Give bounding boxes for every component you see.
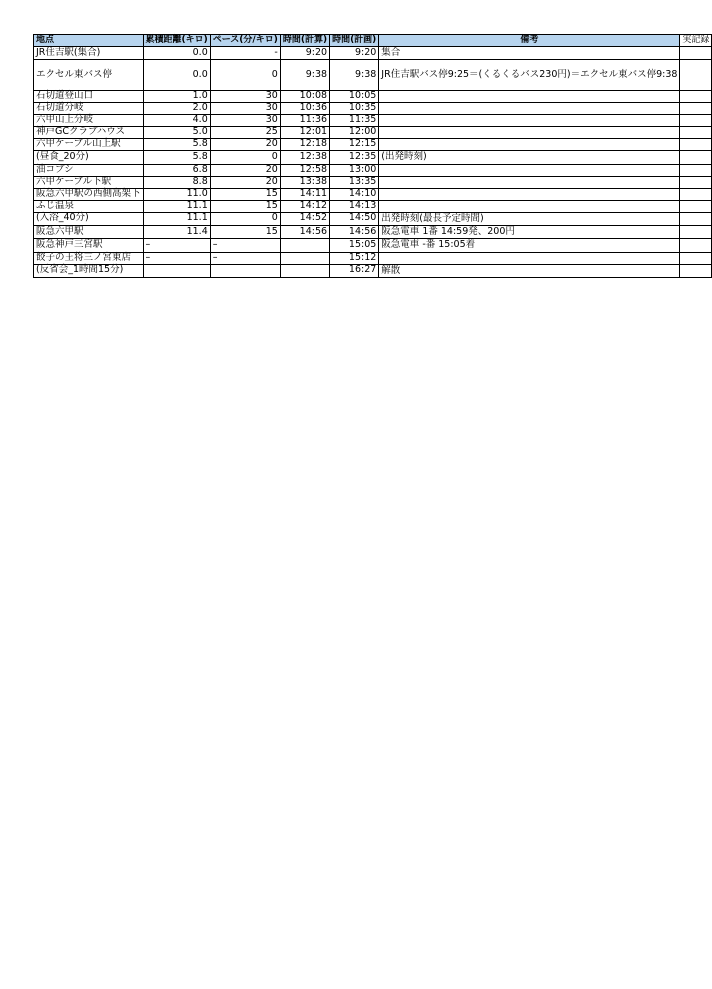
time-plan-cell: 12:00 <box>330 127 379 139</box>
pace-cell: 0 <box>210 60 280 91</box>
record-cell <box>680 212 712 225</box>
header-note: 備考 <box>379 35 680 47</box>
record-cell <box>680 139 712 151</box>
place-cell: エクセル東バス停 <box>34 60 144 91</box>
time-calc-cell: 9:38 <box>280 60 329 91</box>
time-plan-cell: 15:12 <box>330 252 379 264</box>
pace-cell: 20 <box>210 176 280 188</box>
record-cell <box>680 188 712 200</box>
record-cell <box>680 60 712 91</box>
time-plan-cell: 9:38 <box>330 60 379 91</box>
note-cell: 解散 <box>379 264 680 277</box>
pace-cell: – <box>210 239 280 252</box>
note-cell <box>379 252 680 264</box>
note-cell: JR住吉駅バス停9:25＝(くるくるバス230円)＝エクセル東バス停9:38 <box>379 60 680 91</box>
table-row <box>34 91 712 103</box>
place-cell: 餃子の王将三ノ宮東店 <box>34 252 144 264</box>
time-plan-cell: 10:35 <box>330 103 379 115</box>
note-cell <box>379 91 680 103</box>
table-row <box>34 200 712 212</box>
time-plan-cell: 12:15 <box>330 139 379 151</box>
distance-cell: 11.1 <box>143 200 210 212</box>
time-plan-cell: 12:35 <box>330 151 379 164</box>
record-cell <box>680 47 712 60</box>
time-plan-cell: 11:35 <box>330 115 379 127</box>
record-cell <box>680 103 712 115</box>
distance-cell: – <box>143 252 210 264</box>
distance-cell: 11.1 <box>143 212 210 225</box>
table-row <box>34 252 712 264</box>
note-cell: 集合 <box>379 47 680 60</box>
note-cell: 出発時刻(最長予定時間) <box>379 212 680 225</box>
table-row <box>34 151 712 164</box>
table-row <box>34 47 712 60</box>
place-cell: 阪急六甲駅の西側高架下 <box>34 188 144 200</box>
table-row <box>34 164 712 176</box>
table-row <box>34 127 712 139</box>
time-calc-cell: 14:52 <box>280 212 329 225</box>
time-plan-cell: 14:13 <box>330 200 379 212</box>
note-cell: 阪急電車 1番 14:59発、200円 <box>379 226 680 239</box>
pace-cell: 15 <box>210 226 280 239</box>
table-row <box>34 60 712 91</box>
time-plan-cell: 14:50 <box>330 212 379 225</box>
place-cell: 阪急六甲駅 <box>34 226 144 239</box>
time-plan-cell: 13:00 <box>330 164 379 176</box>
distance-cell: 0.0 <box>143 47 210 60</box>
pace-cell: 30 <box>210 91 280 103</box>
table-row <box>34 239 712 252</box>
record-cell <box>680 226 712 239</box>
pace-cell: 15 <box>210 188 280 200</box>
pace-cell: 0 <box>210 151 280 164</box>
place-cell: ふじ温泉 <box>34 200 144 212</box>
pace-cell: 20 <box>210 164 280 176</box>
table-row <box>34 115 712 127</box>
note-cell: (出発時刻) <box>379 151 680 164</box>
time-calc-cell: 12:58 <box>280 164 329 176</box>
place-cell: (反省会_1時間15分) <box>34 264 144 277</box>
place-cell: (昼食_20分) <box>34 151 144 164</box>
pace-cell: 0 <box>210 212 280 225</box>
record-cell <box>680 176 712 188</box>
distance-cell: 6.8 <box>143 164 210 176</box>
time-calc-cell: 12:38 <box>280 151 329 164</box>
distance-cell: 8.8 <box>143 176 210 188</box>
time-plan-cell: 14:56 <box>330 226 379 239</box>
note-cell <box>379 188 680 200</box>
time-calc-cell: 14:12 <box>280 200 329 212</box>
pace-cell: – <box>210 252 280 264</box>
time-plan-cell: 10:05 <box>330 91 379 103</box>
table-row <box>34 264 712 277</box>
distance-cell: 2.0 <box>143 103 210 115</box>
place-cell: 六甲ケーブル下駅 <box>34 176 144 188</box>
note-cell <box>379 103 680 115</box>
note-cell <box>379 115 680 127</box>
time-calc-cell: 10:08 <box>280 91 329 103</box>
header-place: 地点 <box>34 35 144 47</box>
time-calc-cell: 14:11 <box>280 188 329 200</box>
distance-cell: – <box>143 239 210 252</box>
time-plan-cell: 9:20 <box>330 47 379 60</box>
distance-cell <box>143 264 210 277</box>
note-cell <box>379 164 680 176</box>
note-cell <box>379 127 680 139</box>
table-row <box>34 176 712 188</box>
time-plan-cell: 16:27 <box>330 264 379 277</box>
table-row <box>34 212 712 225</box>
header-time-calc: 時間(計算) <box>280 35 329 47</box>
distance-cell: 11.4 <box>143 226 210 239</box>
place-cell: JR住吉駅(集合) <box>34 47 144 60</box>
record-cell <box>680 264 712 277</box>
time-calc-cell <box>280 252 329 264</box>
place-cell: 六甲山上分岐 <box>34 115 144 127</box>
place-cell: (入浴_40分) <box>34 212 144 225</box>
note-cell: 阪急電車 -番 15:05着 <box>379 239 680 252</box>
table-row <box>34 226 712 239</box>
distance-cell: 11.0 <box>143 188 210 200</box>
record-cell <box>680 164 712 176</box>
distance-cell: 5.8 <box>143 151 210 164</box>
distance-cell: 1.0 <box>143 91 210 103</box>
record-cell <box>680 91 712 103</box>
record-cell <box>680 115 712 127</box>
header-record: 実記録 <box>680 35 712 47</box>
time-calc-cell <box>280 264 329 277</box>
note-cell <box>379 139 680 151</box>
table-row <box>34 139 712 151</box>
time-calc-cell: 13:38 <box>280 176 329 188</box>
time-plan-cell: 13:35 <box>330 176 379 188</box>
time-calc-cell: 12:01 <box>280 127 329 139</box>
header-time-plan: 時間(計画) <box>330 35 379 47</box>
place-cell: 石切道登山口 <box>34 91 144 103</box>
record-cell <box>680 151 712 164</box>
record-cell <box>680 239 712 252</box>
place-cell: 六甲ケーブル山上駅 <box>34 139 144 151</box>
time-plan-cell: 14:10 <box>330 188 379 200</box>
time-calc-cell <box>280 239 329 252</box>
pace-cell: 15 <box>210 200 280 212</box>
pace-cell: 20 <box>210 139 280 151</box>
record-cell <box>680 127 712 139</box>
pace-cell: 25 <box>210 127 280 139</box>
distance-cell: 5.0 <box>143 127 210 139</box>
time-calc-cell: 14:56 <box>280 226 329 239</box>
distance-cell: 4.0 <box>143 115 210 127</box>
header-distance: 累積距離(キロ) <box>143 35 210 47</box>
distance-cell: 0.0 <box>143 60 210 91</box>
time-calc-cell: 10:36 <box>280 103 329 115</box>
place-cell: 神戸GCクラブハウス <box>34 127 144 139</box>
note-cell <box>379 200 680 212</box>
time-plan-cell: 15:05 <box>330 239 379 252</box>
pace-cell: 30 <box>210 115 280 127</box>
pace-cell <box>210 264 280 277</box>
record-cell <box>680 200 712 212</box>
time-calc-cell: 9:20 <box>280 47 329 60</box>
header-pace: ペース(分/キロ) <box>210 35 280 47</box>
header-row <box>34 35 712 47</box>
pace-cell: - <box>210 47 280 60</box>
note-cell <box>379 176 680 188</box>
schedule-table <box>33 34 712 278</box>
time-calc-cell: 12:18 <box>280 139 329 151</box>
record-cell <box>680 252 712 264</box>
distance-cell: 5.8 <box>143 139 210 151</box>
table-row <box>34 188 712 200</box>
table-row <box>34 103 712 115</box>
place-cell: 石切道分岐 <box>34 103 144 115</box>
pace-cell: 30 <box>210 103 280 115</box>
place-cell: 油コブシ <box>34 164 144 176</box>
time-calc-cell: 11:36 <box>280 115 329 127</box>
place-cell: 阪急神戸三宮駅 <box>34 239 144 252</box>
